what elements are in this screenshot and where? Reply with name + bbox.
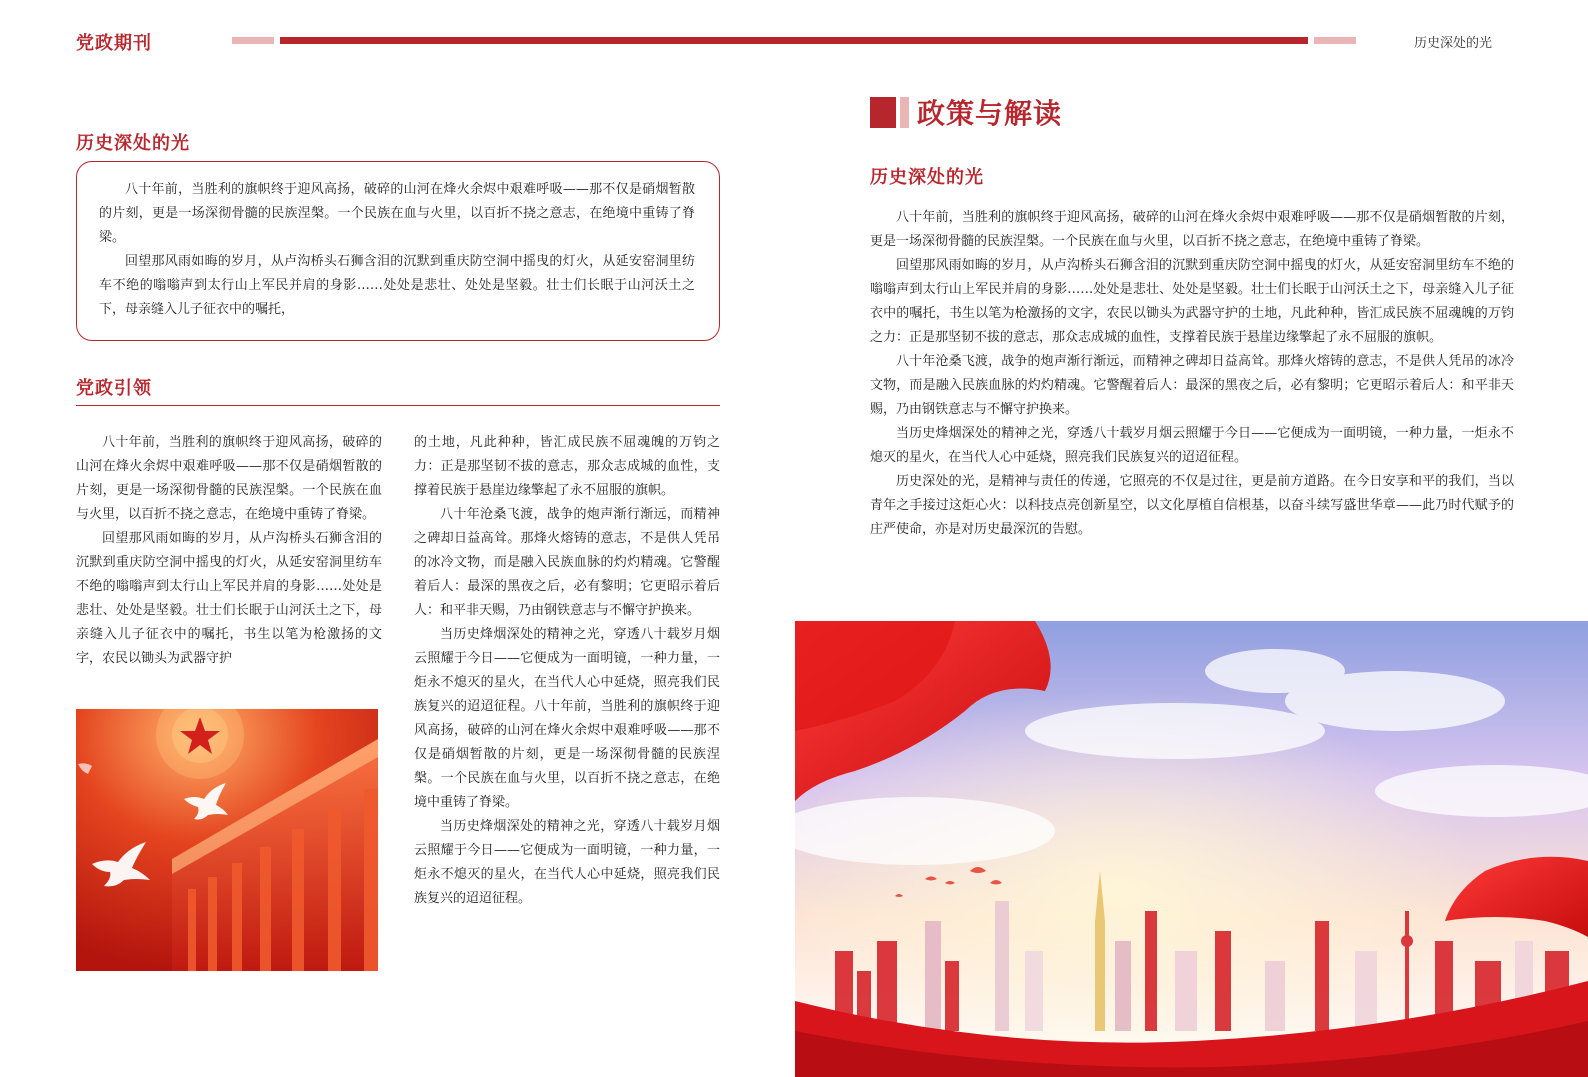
paragraph: 八十年沧桑飞渡，战争的炮声渐行渐远，而精神之碑却日益高耸。那烽火熔铸的意志，不是供人凭吊的冰冷文物，而是融入民族血脉的灼灼精魂。它警醒着后人：最深的黑夜之后，必有黎明；它更昭示着后人：和平非天赐，乃由钢铁意志与不懈守护换来。 <box>870 354 1514 417</box>
header-rule <box>280 37 1308 44</box>
text-column-2 <box>414 431 720 911</box>
paragraph: 当历史烽烟深处的精神之光，穿透八十载岁月烟云照耀于今日——它便成为一面明镜，一种力量，一炬永不熄灭的星火，在当代人心中延烧，照亮我们民族复兴的迢迢征程。八十年前，当胜利的旗帜终于迎风高扬，破碎的山河在烽火余烬中艰难呼吸——那不仅是硝烟暂散的片刻，更是一场深彻骨髓的民族涅槃。一个民族在血与火里，以百折不挠之意志，在绝境中重铸了脊梁。 <box>414 627 720 810</box>
paragraph: 当历史烽烟深处的精神之光，穿透八十载岁月烟云照耀于今日——它便成为一面明镜，一种力量，一炬永不熄灭的星火，在当代人心中延烧，照亮我们民族复兴的迢迢征程。 <box>870 426 1514 465</box>
section-divider <box>76 405 720 406</box>
section-title-leadership: 党政引领 <box>76 378 152 399</box>
header-rule-accent-left <box>232 37 274 44</box>
journal-brand: 党政期刊 <box>76 33 152 54</box>
right-article-body <box>870 206 1514 542</box>
paragraph: 回望那风雨如晦的岁月，从卢沟桥头石狮含泪的沉默到重庆防空洞中摇曳的灯火，从延安窑洞里纺车不绝的嗡嗡声到太行山上军民并肩的身影……处处是悲壮、处处是坚毅。壮士们长眠于山河沃土之下，母亲缝入儿子征衣中的嘱托，书生以笔为枪激扬的文字，农民以锄头为武器守护 <box>76 531 382 666</box>
paragraph: 历史深处的光，是精神与责任的传递，它照亮的不仅是过往，更是前方道路。在今日安享和平的我们，当以青年之手接过这炬心火：以科技点亮创新星空，以文化厚植自信根基，以奋斗续写盛世华章——此乃时代赋予的庄严使命，亦是对历史最深沉的告慰。 <box>870 474 1514 537</box>
paragraph: 回望那风雨如晦的岁月，从卢沟桥头石狮含泪的沉默到重庆防空洞中摇曳的灯火，从延安窑洞里纺车不绝的嗡嗡声到太行山上军民并肩的身影……处处是悲壮、处处是坚毅。壮士们长眠于山河沃土之下，母亲缝入儿子征衣中的嘱托， <box>99 254 695 317</box>
heading-marker-block <box>870 97 896 128</box>
section-title-light: 历史深处的光 <box>76 133 190 154</box>
heading-marker-stripe <box>900 97 909 128</box>
paragraph: 八十年前，当胜利的旗帜终于迎风高扬，破碎的山河在烽火余烬中艰难呼吸——那不仅是硝烟暂散的片刻，更是一场深彻骨髓的民族涅槃。一个民族在血与火里，以百折不挠之意志，在绝境中重铸了脊梁。 <box>99 182 695 245</box>
header-issue-title: 历史深处的光 <box>1413 36 1492 51</box>
subsection-title: 历史深处的光 <box>870 167 984 188</box>
paragraph: 当历史烽烟深处的精神之光，穿透八十载岁月烟云照耀于今日——它便成为一面明镜，一种力量，一炬永不熄灭的星火，在当代人心中延烧，照亮我们民族复兴的迢迢征程。 <box>414 819 720 906</box>
flag-skyline-illustration <box>795 621 1588 1077</box>
paragraph: 回望那风雨如晦的岁月，从卢沟桥头石狮含泪的沉默到重庆防空洞中摇曳的灯火，从延安窑洞里纺车不绝的嗡嗡声到太行山上军民并肩的身影……处处是悲壮、处处是坚毅。壮士们长眠于山河沃土之下，母亲缝入儿子征衣中的嘱托，书生以笔为枪激扬的文字，农民以锄头为武器守护的土地，凡此种种，皆汇成民族不屈魂魄的万钧之力：正是那坚韧不拔的意志，那众志成城的血性，支撑着民族于悬崖边缘擎起了永不屈服的旗帜。 <box>870 258 1514 345</box>
header-rule-accent-right <box>1314 37 1356 44</box>
city-skyline-photo <box>795 621 1588 1077</box>
paragraph: 八十年沧桑飞渡，战争的炮声渐行渐远，而精神之碑却日益高耸。那烽火熔铸的意志，不是供人凭吊的冰冷文物，而是融入民族血脉的灼灼精魂。它警醒着后人：最深的黑夜之后，必有黎明；它更昭示着后人：和平非天赐，乃由钢铁意志与不懈守护换来。 <box>414 507 720 618</box>
text-column-1 <box>76 431 382 671</box>
paragraph-continuation: 的土地，凡此种种，皆汇成民族不屈魂魄的万钧之力：正是那坚韧不拔的意志，那众志成城的血性，支撑着民族于悬崖边缘擎起了永不屈服的旗帜。 <box>414 435 720 498</box>
paragraph: 八十年前，当胜利的旗帜终于迎风高扬，破碎的山河在烽火余烬中艰难呼吸——那不仅是硝烟暂散的片刻，更是一场深彻骨髓的民族涅槃。一个民族在血与火里，以百折不挠之意志，在绝境中重铸了脊梁。 <box>870 210 1514 249</box>
paragraph: 八十年前，当胜利的旗帜终于迎风高扬，破碎的山河在烽火余烬中艰难呼吸——那不仅是硝烟暂散的片刻，更是一场深彻骨髓的民族涅槃。一个民族在血与火里，以百折不挠之意志，在绝境中重铸了脊梁。 <box>76 435 382 522</box>
policy-section-heading: 政策与解读 <box>917 97 1063 130</box>
intro-text-box <box>76 161 720 341</box>
great-hall-illustration <box>76 709 378 971</box>
great-hall-photo <box>76 709 378 971</box>
